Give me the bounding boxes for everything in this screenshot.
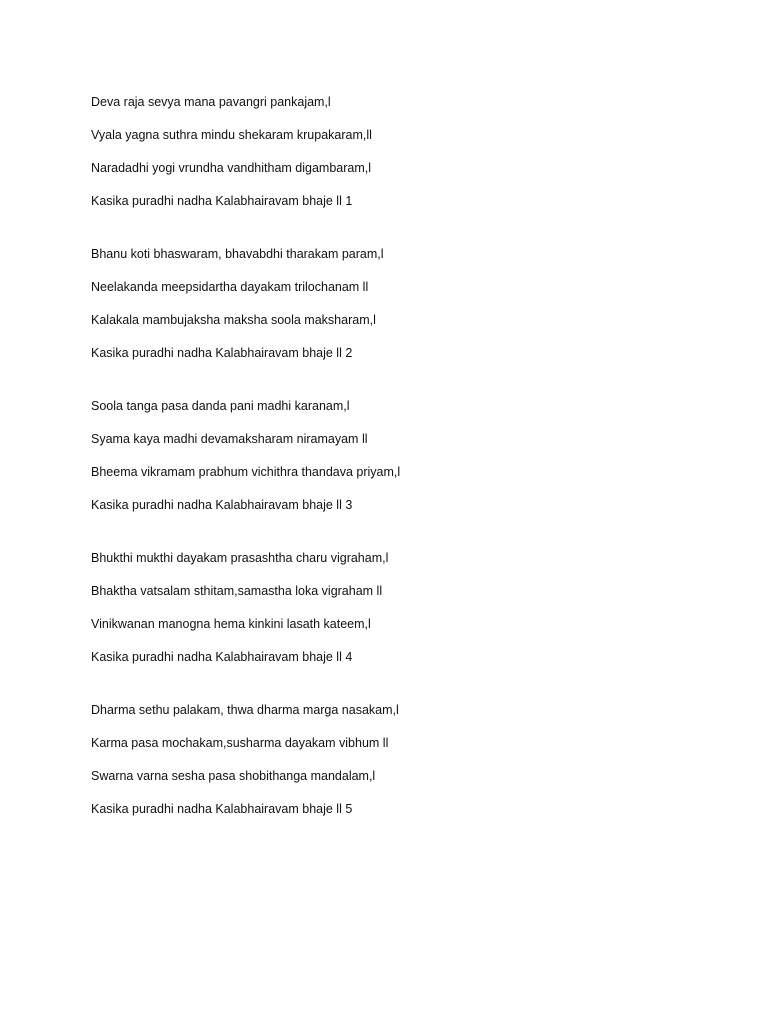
stanza-3: [91, 396, 400, 516]
verse-line: Soola tanga pasa danda pani madhi karanam,l: [91, 399, 350, 413]
verse-line: Neelakanda meepsidartha dayakam trilochanam ll: [91, 280, 369, 294]
verse-line: Bhanu koti bhaswaram, bhavabdhi tharakam param,l: [91, 247, 384, 261]
stanza-5: [91, 700, 400, 820]
verse-line: Naradadhi yogi vrundha vandhitham digambaram,l: [91, 161, 372, 175]
verse-line: Syama kaya madhi devamaksharam niramayam ll: [91, 432, 368, 446]
verse-line: Kasika puradhi nadha Kalabhairavam bhaje ll 1: [91, 194, 353, 208]
stanza-2: [91, 244, 400, 364]
verse-line: Dharma sethu palakam, thwa dharma marga nasakam,l: [91, 703, 399, 717]
verse-line: Kalakala mambujaksha maksha soola maksharam,l: [91, 313, 376, 327]
stanza-4: [91, 548, 400, 668]
verse-line: Vinikwanan manogna hema kinkini lasath kateem,l: [91, 617, 371, 631]
verse-line: Vyala yagna suthra mindu shekaram krupakaram,ll: [91, 128, 372, 142]
verse-line: Karma pasa mochakam,susharma dayakam vibhum ll: [91, 736, 389, 750]
verse-line: Kasika puradhi nadha Kalabhairavam bhaje ll 3: [91, 498, 353, 512]
verse-line: Bhaktha vatsalam sthitam,samastha loka vigraham ll: [91, 584, 383, 598]
verse-line: Kasika puradhi nadha Kalabhairavam bhaje ll 4: [91, 650, 353, 664]
verse-line: Swarna varna sesha pasa shobithanga mandalam,l: [91, 769, 376, 783]
stanza-1: [91, 92, 400, 212]
verse-line: Deva raja sevya mana pavangri pankajam,l: [91, 95, 331, 109]
verse-line: Kasika puradhi nadha Kalabhairavam bhaje ll 5: [91, 802, 353, 816]
hymn-text: [91, 92, 400, 852]
verse-line: Kasika puradhi nadha Kalabhairavam bhaje ll 2: [91, 346, 353, 360]
verse-line: Bheema vikramam prabhum vichithra thandava priyam,l: [91, 465, 401, 479]
verse-line: Bhukthi mukthi dayakam prasashtha charu vigraham,l: [91, 551, 389, 565]
